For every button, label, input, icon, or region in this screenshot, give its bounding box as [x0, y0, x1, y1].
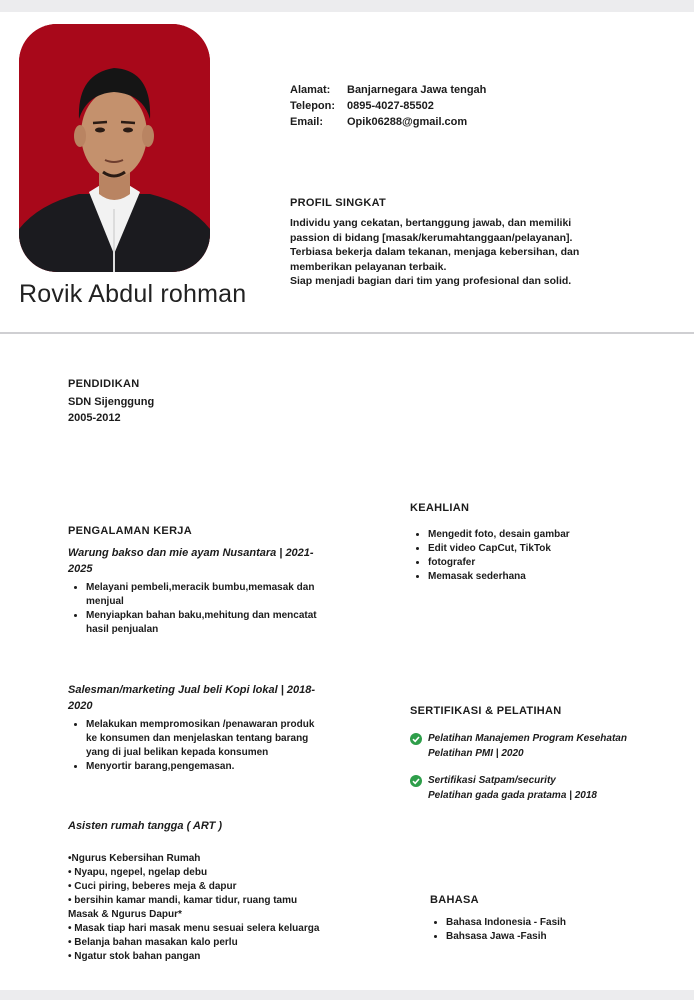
- profile-text: [290, 216, 630, 289]
- list-item: • bersihin kamar mandi, kamar tidur, ruang tamu: [68, 895, 298, 906]
- job-title: [68, 545, 358, 577]
- cert-text: [428, 773, 597, 803]
- job-title-line: 2020: [68, 700, 93, 712]
- contact-value: Opik06288@gmail.com: [347, 116, 468, 128]
- language-list: [430, 916, 566, 944]
- contact-phone: [290, 98, 486, 114]
- language-section: [430, 894, 566, 944]
- duty-line: Melayani pembeli,meracik bumbu,memasak dan: [86, 582, 315, 593]
- job-duties: [68, 581, 358, 637]
- certification-section: [410, 705, 680, 803]
- list-item: [410, 773, 680, 803]
- skills-section: [410, 502, 570, 584]
- contact-address: [290, 82, 486, 98]
- list-item: • Ngatur stok bahan pangan: [68, 951, 201, 962]
- list-item: • Nyapu, ngepel, ngelap debu: [68, 867, 208, 878]
- profile-line: passion di bidang [masak/kerumahtanggaan/pelayanan].: [290, 231, 573, 244]
- job-title: Asisten rumah tangga ( ART ): [68, 820, 223, 832]
- cert-line: Pelatihan gada gada pratama | 2018: [428, 790, 597, 801]
- list-item: • Bahasa Indonesia - Fasih: [446, 916, 566, 930]
- contact-label: Telepon:: [290, 100, 336, 112]
- cert-line: Sertifikasi Satpam/security: [428, 775, 556, 786]
- job-title: [68, 682, 358, 714]
- duty-line: Melakukan mempromosikan /penawaran produk: [86, 719, 315, 730]
- duty-line: ke konsumen dan menjelaskan tentang barang: [86, 733, 309, 744]
- list-item: • Edit video CapCut, TikTok: [428, 542, 570, 556]
- profile-line: memberikan pelayanan terbaik.: [290, 260, 447, 273]
- school-name: SDN Sijenggung: [68, 396, 155, 408]
- job-duties: [68, 718, 358, 774]
- list-item: [86, 609, 358, 637]
- duty-line: yang di jual belikan kepada konsumen: [86, 747, 269, 758]
- list-item: • Cuci piring, beberes meja & dapur: [68, 881, 237, 892]
- list-item: • Masak tiap hari masak menu sesuai selera keluarga: [68, 923, 320, 934]
- list-item: [86, 581, 358, 609]
- cert-text: [428, 731, 627, 761]
- duty-line: menjual: [86, 596, 124, 607]
- section-title: PENGALAMAN KERJA: [68, 525, 192, 537]
- list-item: Masak & Ngurus Dapur*: [68, 909, 182, 920]
- profile-photo: [19, 24, 210, 272]
- section-title: BAHASA: [430, 894, 479, 906]
- contact-label: Email:: [290, 116, 324, 128]
- full-name: Rovik Abdul rohman: [19, 280, 247, 308]
- list-item: • Belanja bahan masakan kalo perlu: [68, 937, 238, 948]
- duty-line: Menyortir barang,pengemasan.: [86, 761, 235, 772]
- job-title-line: Salesman/marketing Jual beli Kopi lokal | 2018-: [68, 684, 316, 696]
- section-title: SERTIFIKASI & PELATIHAN: [410, 705, 562, 717]
- cert-line: Pelatihan Manajemen Program Kesehatan: [428, 733, 627, 744]
- education-section: [68, 378, 154, 426]
- cert-line: Pelatihan PMI | 2020: [428, 748, 524, 759]
- list-item: [86, 718, 358, 760]
- job-title-line: 2025: [68, 563, 93, 575]
- contact-label: Alamat:: [290, 84, 331, 96]
- list-item: • Bahsasa Jawa -Fasih: [446, 930, 566, 944]
- section-title: PENDIDIKAN: [68, 378, 140, 390]
- job-entry: [68, 545, 358, 637]
- list-item: [86, 760, 358, 774]
- section-title: KEAHLIAN: [410, 502, 470, 514]
- art-duties: [68, 852, 358, 964]
- duty-line: Menyiapkan bahan baku,mehitung dan mencatat: [86, 610, 317, 621]
- experience-section: [68, 525, 358, 537]
- contact-value: 0895-4027-85502: [347, 100, 434, 112]
- profile-line: Terbiasa bekerja dalam tekanan, menjaga kebersihan, dan: [290, 246, 580, 258]
- list-item: • Memasak sederhana: [428, 570, 570, 584]
- skills-list: [410, 528, 570, 584]
- list-item: • fotografer: [428, 556, 570, 570]
- duty-line: hasil penjualan: [86, 624, 159, 635]
- job-title-line: Warung bakso dan mie ayam Nusantara | 2021-: [68, 547, 314, 559]
- profile-line: Siap menjadi bagian dari tim yang profesional dan solid.: [290, 275, 572, 287]
- profile-line: Individu yang cekatan, bertanggung jawab, dan memiliki: [290, 217, 572, 229]
- check-circle-icon: [410, 731, 428, 761]
- list-item: [410, 731, 680, 761]
- section-title: PROFIL SINGKAT: [290, 197, 387, 209]
- job-entry: [68, 818, 358, 834]
- contact-email: [290, 114, 486, 130]
- profile-summary: [290, 197, 630, 289]
- list-item: • Mengedit foto, desain gambar: [428, 528, 570, 542]
- contact-info: [290, 82, 486, 130]
- check-circle-icon: [410, 773, 428, 803]
- contact-value: Banjarnegara Jawa tengah: [347, 84, 487, 96]
- job-entry: [68, 682, 358, 774]
- list-item: •Ngurus Kebersihan Rumah: [68, 853, 201, 864]
- school-years: 2005-2012: [68, 412, 121, 424]
